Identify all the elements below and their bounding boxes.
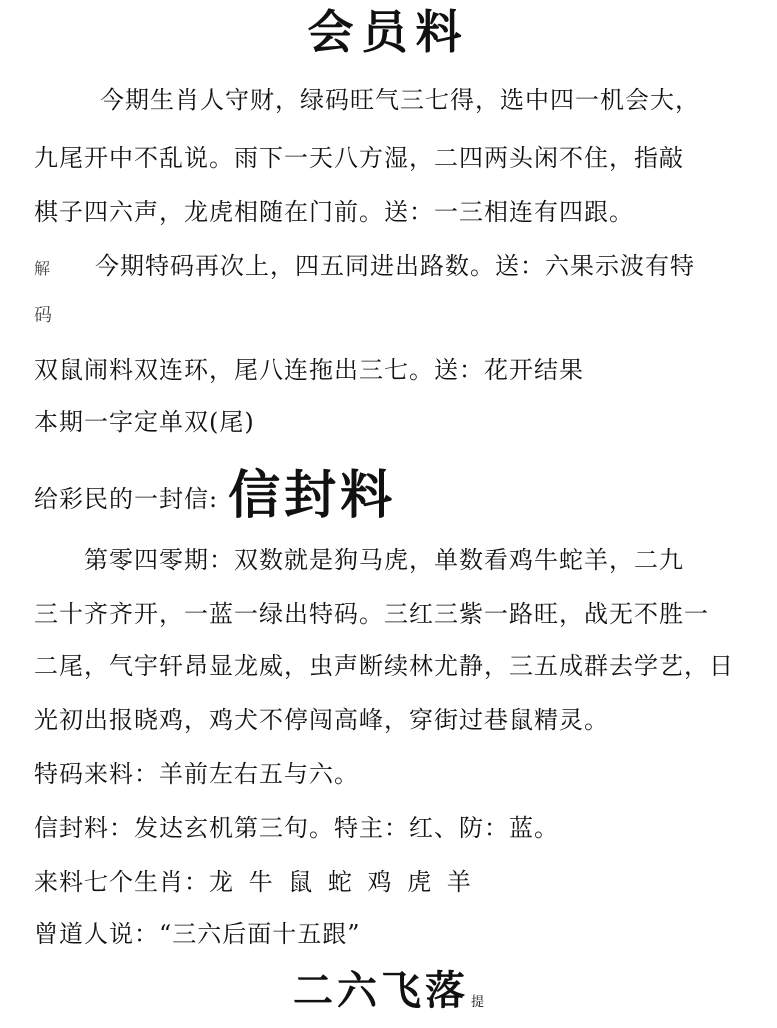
section1-line-6: 双鼠闹料双连环，尾八连拖出三七。送：花开结果 xyxy=(34,356,584,384)
letter-label: 给彩民的一封信: xyxy=(34,485,219,513)
page-title: 会员料 xyxy=(307,5,470,59)
saying-line: 曾道人说：“三六后面十五跟” xyxy=(34,920,361,948)
section1-line-5: 码 xyxy=(34,305,53,326)
footer-heading xyxy=(0,966,777,1028)
special-code-line: 特码来料：羊前左右五与六。 xyxy=(34,760,359,788)
letter-heading xyxy=(34,466,763,529)
letter-line-3: 二尾，气宇轩昂显龙威，虫声断续林尤静，三五成群去学艺，日 xyxy=(34,652,734,680)
zodiac-line: 来料七个生肖：龙 牛 鼠 蛇 鸡 虎 羊 xyxy=(34,868,472,896)
mark-prefix: 解 xyxy=(34,259,52,278)
letter-title: 信封料 xyxy=(228,465,397,526)
section1-line-2: 九尾开中不乱说。雨下一天八方湿，二四两头闲不住，指敲 xyxy=(34,144,684,172)
section1-line-7: 本期一字定单双(尾) xyxy=(34,408,255,436)
envelope-line: 信封料：发达玄机第三句。特主：红、防：蓝。 xyxy=(34,814,559,842)
footer-note: 提 xyxy=(470,995,484,1010)
section1-line-3: 棋子四六声，龙虎相随在门前。送：一三相连有四跟。 xyxy=(34,198,634,226)
letter-line-4: 光初出报晓鸡，鸡犬不停闯高峰，穿街过巷鼠精灵。 xyxy=(34,706,609,734)
section1-line-4 xyxy=(34,250,763,285)
letter-line-2: 三十齐齐开，一蓝一绿出特码。三红三紫一路旺，战无不胜一 xyxy=(34,600,709,628)
footer-title: 二六飞落 xyxy=(292,967,469,1014)
letter-line-1: 第零四零期：双数就是狗马虎，单数看鸡牛蛇羊，二九 xyxy=(84,546,684,574)
section1-line-4-text: 今期特码再次上，四五同进出路数。送：六果示波有特 xyxy=(95,252,696,280)
section1-line-1: 今期生肖人守财，绿码旺气三七得，选中四一机会大， xyxy=(100,86,700,114)
